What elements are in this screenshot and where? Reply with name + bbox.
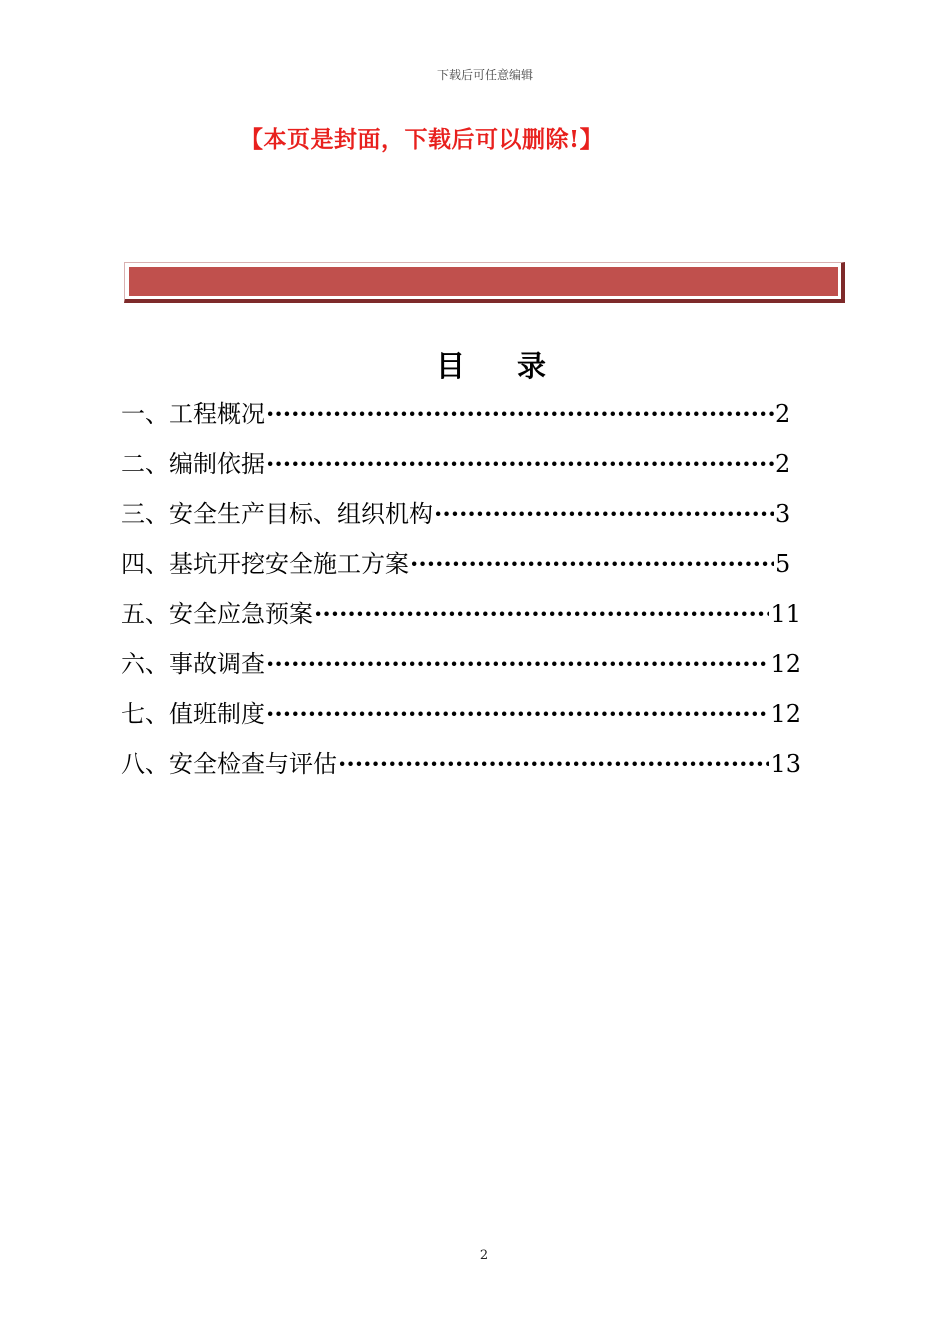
toc-item[interactable] [121, 496, 801, 546]
toc-item[interactable] [121, 646, 801, 696]
toc-item-label: 六、事故调查 [121, 650, 265, 678]
toc-item-page: 12 [770, 650, 801, 678]
toc-leader-dots [266, 696, 769, 732]
toc-item-label: 一、工程概况 [121, 400, 265, 428]
toc-leader-dots [410, 546, 774, 582]
toc-item-page: 2 [775, 450, 791, 478]
toc-item-label: 二、编制依据 [121, 450, 265, 478]
header-note: 下载后可任意编辑 [436, 68, 533, 82]
toc-item-label: 五、安全应急预案 [121, 600, 313, 628]
toc-item[interactable] [121, 596, 801, 646]
toc-item[interactable] [121, 696, 801, 746]
toc-item[interactable] [121, 396, 801, 446]
toc-item[interactable] [121, 446, 801, 496]
toc-item-page: 12 [770, 700, 801, 728]
toc-item[interactable] [121, 546, 801, 596]
toc-leader-dots [266, 646, 769, 682]
toc-item-label: 七、值班制度 [121, 700, 265, 728]
toc-item-page: 11 [770, 600, 801, 628]
toc-item-label: 八、安全检查与评估 [121, 750, 337, 778]
decorative-banner [124, 262, 845, 303]
table-of-contents [121, 396, 801, 796]
toc-item-page: 5 [775, 550, 791, 578]
toc-item-page: 13 [770, 750, 801, 778]
toc-leader-dots [434, 496, 774, 532]
toc-item-page: 2 [775, 400, 791, 428]
cover-notice: 【本页是封面，下载后可以删除!】 [240, 126, 604, 153]
toc-leader-dots [314, 596, 769, 632]
toc-item-label: 三、安全生产目标、组织机构 [121, 500, 433, 528]
toc-leader-dots [266, 446, 774, 482]
toc-item-page: 3 [775, 500, 791, 528]
toc-title: 目录 [436, 349, 599, 383]
toc-item-label: 四、基坑开挖安全施工方案 [121, 550, 409, 578]
toc-leader-dots [338, 746, 769, 782]
decorative-banner-fill [129, 267, 838, 296]
toc-leader-dots [266, 396, 774, 432]
toc-item[interactable] [121, 746, 801, 796]
page-number: 2 [479, 1248, 489, 1263]
